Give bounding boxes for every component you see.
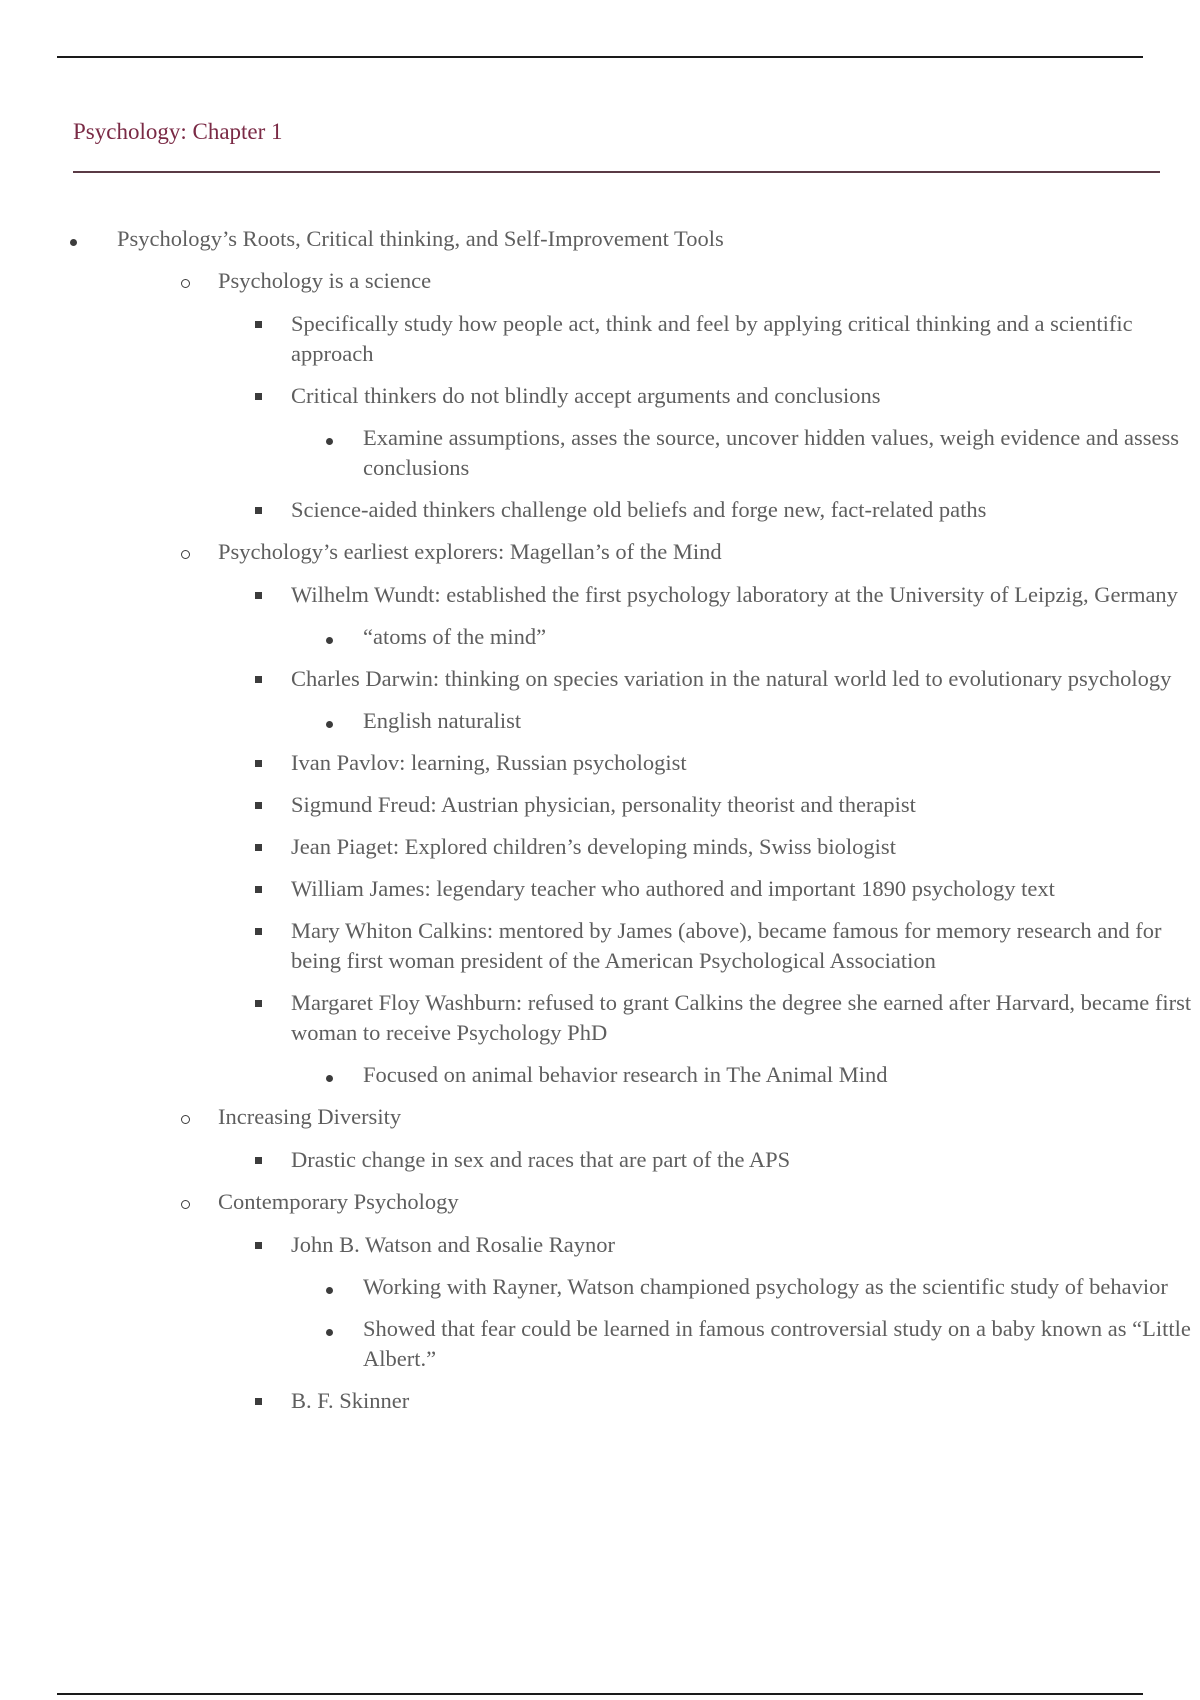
list-item (0, 1314, 1200, 1374)
bullet-circle-icon (181, 1187, 190, 1217)
bullet-circle-icon (181, 537, 190, 567)
list-item-text: Wilhelm Wundt: established the first psychology laboratory at the University of Leipzig, Germany (291, 582, 1178, 607)
bullet-dot-icon (326, 1272, 333, 1302)
list-item (0, 874, 1200, 904)
list-item-text: Science-aided thinkers challenge old beliefs and forge new, fact-related paths (291, 497, 987, 522)
bullet-circle-icon (181, 1102, 190, 1132)
bullet-dot-icon (70, 224, 77, 254)
list-item-text: B. F. Skinner (291, 1388, 410, 1413)
list-item-text: “atoms of the mind” (363, 624, 547, 649)
bullet-square-icon (255, 1145, 262, 1175)
list-item-text: Mary Whiton Calkins: mentored by James (above), became famous for memory research and for being first woman president of the American Psychological Association (291, 918, 1162, 973)
list-item (0, 381, 1200, 411)
list-item (0, 423, 1200, 483)
list-item (0, 1145, 1200, 1175)
list-item (0, 988, 1200, 1048)
list-item (0, 1386, 1200, 1416)
bullet-dot-icon (326, 1314, 333, 1344)
bullet-square-icon (255, 790, 262, 820)
bullet-square-icon (255, 832, 262, 862)
list-item (0, 266, 1200, 296)
list-item-text: Critical thinkers do not blindly accept arguments and conclusions (291, 383, 881, 408)
list-item-text: William James: legendary teacher who authored and important 1890 psychology text (291, 876, 1055, 901)
bullet-square-icon (255, 1386, 262, 1416)
bullet-square-icon (255, 495, 262, 525)
list-item-text: Ivan Pavlov: learning, Russian psychologist (291, 750, 687, 775)
list-item (0, 1272, 1200, 1302)
list-item-text: Focused on animal behavior research in The Animal Mind (363, 1062, 888, 1087)
list-item (0, 580, 1200, 610)
list-item (0, 495, 1200, 525)
list-item-text: English naturalist (363, 708, 522, 733)
bullet-square-icon (255, 874, 262, 904)
list-item (0, 1102, 1200, 1132)
list-item-text: Charles Darwin: thinking on species variation in the natural world led to evolutionary psychology (291, 666, 1172, 691)
list-item-text: Specifically study how people act, think and feel by applying critical thinking and a scientific approach (291, 311, 1133, 366)
bullet-square-icon (255, 748, 262, 778)
page-bottom-rule (57, 1693, 1143, 1695)
title-underline-rule (73, 171, 1160, 173)
list-item-text: Psychology is a science (218, 268, 432, 293)
list-item-text: Showed that fear could be learned in famous controversial study on a baby known as “Little Albert.” (363, 1316, 1191, 1371)
list-item (0, 1230, 1200, 1260)
list-item-text: Psychology’s earliest explorers: Magellan’s of the Mind (218, 539, 722, 564)
list-item (0, 622, 1200, 652)
bullet-square-icon (255, 1230, 262, 1260)
list-item (0, 706, 1200, 736)
bullet-dot-icon (326, 622, 333, 652)
page-title: Psychology: Chapter 1 (73, 119, 283, 144)
list-item (0, 224, 1200, 254)
list-item (0, 916, 1200, 976)
list-item (0, 1187, 1200, 1217)
list-item (0, 1060, 1200, 1090)
list-item (0, 832, 1200, 862)
bullet-square-icon (255, 664, 262, 694)
bullet-dot-icon (326, 1060, 333, 1090)
page-top-rule (57, 56, 1143, 58)
bullet-square-icon (255, 580, 262, 610)
list-item-text: Examine assumptions, asses the source, uncover hidden values, weigh evidence and assess conclusions (363, 425, 1180, 480)
bullet-square-icon (255, 916, 262, 946)
list-item-text: Increasing Diversity (218, 1104, 402, 1129)
list-item-text: Working with Rayner, Watson championed psychology as the scientific study of behavior (363, 1274, 1168, 1299)
bullet-square-icon (255, 309, 262, 339)
list-item (0, 748, 1200, 778)
bullet-square-icon (255, 988, 262, 1018)
notes-outline (0, 224, 1200, 1428)
bullet-square-icon (255, 381, 262, 411)
list-item-text: Contemporary Psychology (218, 1189, 459, 1214)
list-item-text: Sigmund Freud: Austrian physician, personality theorist and therapist (291, 792, 916, 817)
bullet-dot-icon (326, 423, 333, 453)
bullet-dot-icon (326, 706, 333, 736)
list-item (0, 790, 1200, 820)
bullet-circle-icon (181, 266, 190, 296)
list-item-text: Margaret Floy Washburn: refused to grant Calkins the degree she earned after Harvard, became first woman to receive Psychology PhD (291, 990, 1192, 1045)
list-item (0, 309, 1200, 369)
list-item (0, 664, 1200, 694)
list-item-text: Jean Piaget: Explored children’s developing minds, Swiss biologist (291, 834, 896, 859)
list-item-text: Psychology’s Roots, Critical thinking, and Self-Improvement Tools (117, 226, 724, 251)
list-item-text: Drastic change in sex and races that are part of the APS (291, 1147, 791, 1172)
list-item (0, 537, 1200, 567)
list-item-text: John B. Watson and Rosalie Raynor (291, 1232, 615, 1257)
